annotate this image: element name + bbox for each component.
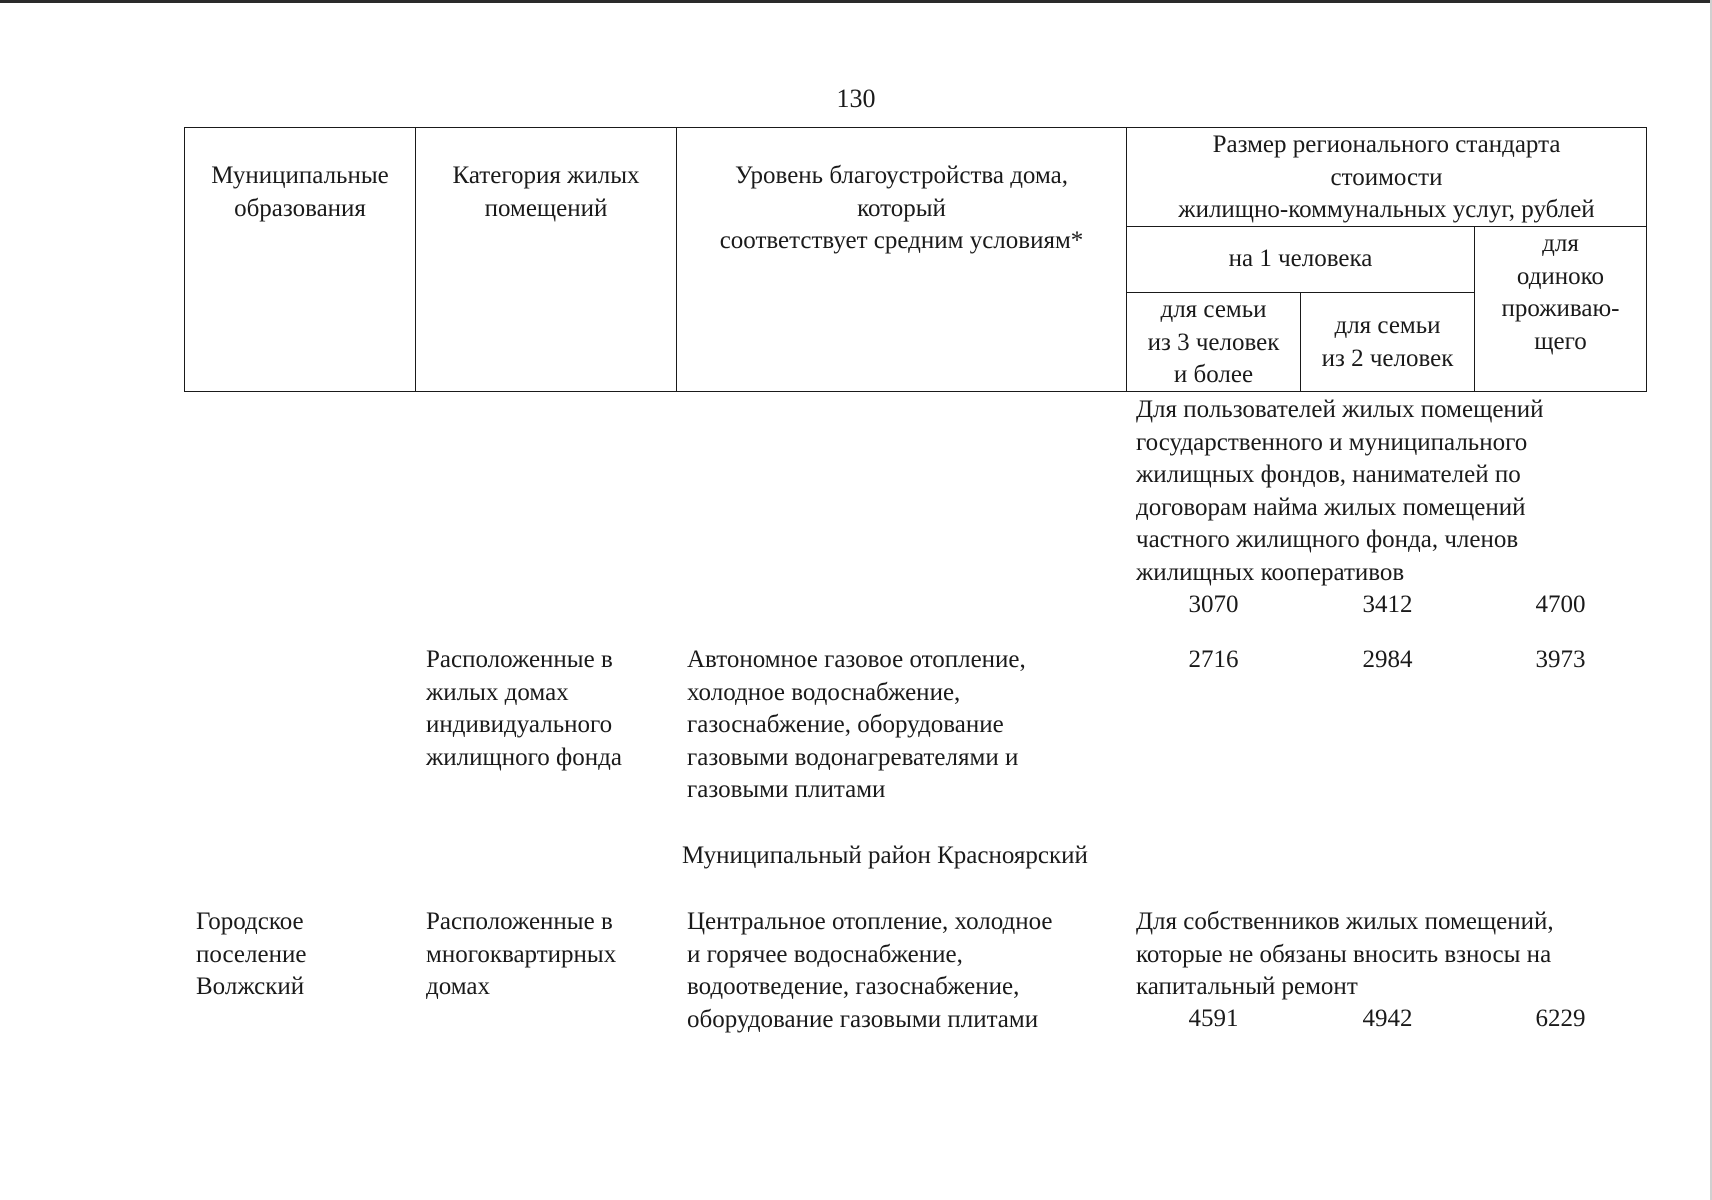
cell-line: жилищного фонда — [426, 743, 622, 771]
grid-line — [184, 127, 185, 392]
cell-line: Центральное отопление, холодное — [687, 908, 1053, 935]
scan-edge-top — [0, 0, 1712, 3]
header-text-line: щего — [1534, 327, 1587, 355]
note-line: жилищных фондов, нанимателей по — [1136, 461, 1521, 488]
cell-line: Расположенные в — [426, 908, 613, 935]
cell-line: оборудование газовыми плитами — [687, 1005, 1039, 1033]
grid-line — [1646, 127, 1647, 392]
note-line: которые не обязаны вносить взносы на — [1136, 940, 1552, 968]
header-text-line: и более — [1173, 361, 1254, 388]
page-number: 130 — [836, 84, 876, 113]
grid-line — [184, 127, 1646, 128]
note-line: капитальный ремонт — [1136, 973, 1358, 1000]
value-family2: 2984 — [1362, 646, 1413, 673]
cell-line: Волжский — [196, 973, 305, 1000]
note-line: жилищных кооперативов — [1136, 558, 1405, 586]
header-text-line: помещений — [484, 194, 608, 222]
header-family-3 — [1128, 294, 1299, 392]
cell-line: газоснабжение, оборудование — [687, 711, 1004, 738]
header-per-person: на 1 человека — [1228, 245, 1373, 272]
cell-line: Автономное газовое отопление, — [687, 646, 1026, 673]
note-line: Для собственников жилых помещений, — [1136, 908, 1554, 935]
row2-level — [687, 906, 1053, 1036]
header-housing-category — [417, 160, 675, 225]
header-text-line: Муниципальные — [211, 162, 389, 189]
cell-line: Расположенные в — [426, 646, 613, 673]
header-text-line: соответствует средним условиям* — [719, 227, 1084, 254]
row2-category — [426, 906, 616, 1004]
grid-line — [1474, 226, 1475, 392]
header-municipalities — [186, 160, 414, 225]
value-family3: 4591 — [1188, 1005, 1239, 1032]
header-text-line: из 3 человек — [1147, 328, 1280, 356]
cell-line: Городское — [196, 908, 304, 935]
header-text-line: для семьи — [1334, 312, 1441, 339]
header-text-line: Категория жилых — [452, 162, 640, 189]
cell-line: жилых домах — [426, 678, 569, 706]
grid-line — [415, 127, 416, 392]
cell-line: и горячее водоснабжение, — [687, 940, 963, 968]
row1-category — [426, 644, 622, 774]
cell-line: газовыми водонагревателями и — [687, 743, 1019, 771]
header-text-line: из 2 человек — [1321, 344, 1454, 372]
note-line: Для пользователей жилых помещений — [1136, 396, 1544, 423]
value-family2: 3412 — [1362, 591, 1413, 618]
header-text-line: проживаю- — [1501, 295, 1620, 322]
header-comfort-level — [678, 160, 1125, 258]
header-text-line: для семьи — [1160, 296, 1267, 323]
header-text-line: образования — [234, 194, 366, 222]
value-family2: 4942 — [1362, 1005, 1413, 1032]
header-single-resident — [1476, 228, 1645, 358]
cell-line: холодное водоснабжение, — [687, 678, 961, 706]
grid-line — [1126, 127, 1127, 392]
value-single: 3973 — [1535, 646, 1586, 673]
note-line: частного жилищного фонда, членов — [1136, 526, 1519, 553]
row2-municipality — [196, 906, 306, 1004]
note-line: государственного и муниципального — [1136, 428, 1528, 456]
note-line: договорам найма жилых помещений — [1136, 493, 1526, 521]
cell-line: поселение — [196, 940, 307, 968]
cell-line: индивидуального — [426, 711, 613, 738]
header-regional-standard — [1128, 129, 1645, 227]
header-text-line: жилищно-коммунальных услуг, рублей — [1178, 196, 1595, 223]
cell-line: водоотведение, газоснабжение, — [687, 973, 1020, 1000]
grid-line — [676, 127, 677, 392]
header-text-line: для — [1542, 230, 1579, 257]
header-text-line: Размер регионального стандарта — [1212, 131, 1561, 158]
cell-line: домах — [426, 973, 490, 1000]
grid-line — [1300, 292, 1301, 392]
row1-level — [687, 644, 1026, 807]
row2-note — [1136, 906, 1554, 1004]
cell-line: многоквартирных — [426, 940, 617, 968]
value-single: 4700 — [1535, 591, 1586, 618]
cell-line: газовыми плитами — [687, 776, 886, 803]
header-text-line: стоимости — [1330, 163, 1443, 191]
value-family3: 2716 — [1188, 646, 1239, 673]
header-text-line: который — [857, 194, 946, 222]
header-family-2 — [1302, 310, 1473, 375]
value-family3: 3070 — [1188, 591, 1239, 618]
grid-line — [184, 391, 1646, 392]
header-text-line: одиноко — [1516, 262, 1605, 290]
value-single: 6229 — [1535, 1005, 1586, 1032]
district-heading: Муниципальный район Красноярский — [682, 842, 1088, 869]
header-text-line: Уровень благоустройства дома, — [735, 162, 1068, 189]
group1-note — [1136, 394, 1544, 589]
